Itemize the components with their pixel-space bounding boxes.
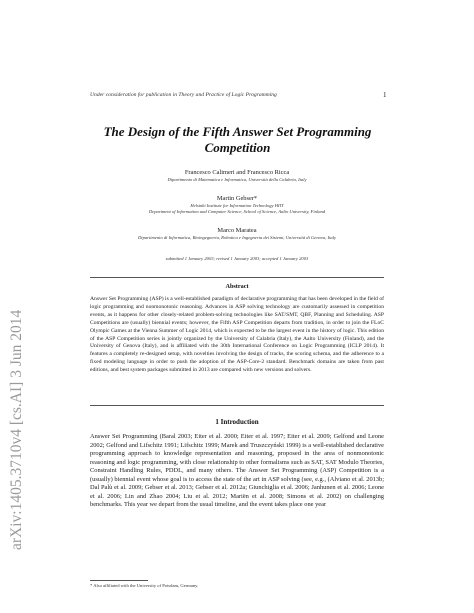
author-affiliation: Helsinki Institute for Information Technology HIIT	[190, 203, 284, 208]
arxiv-identifier	[4, 120, 28, 550]
paper-title	[85, 124, 390, 156]
author-name: Francesco Calimeri and Francesco Ricca	[184, 169, 290, 176]
title-line-1: The Design of the Fifth Answer Set Programming	[103, 124, 372, 139]
page-number: 1	[383, 91, 387, 99]
author-name: Martin Gebser*	[216, 195, 258, 202]
submission-dates: submitted 1 January 2003; revised 1 January 2003; accepted 1 January 2003	[165, 256, 309, 261]
abstract-heading: Abstract	[225, 283, 249, 290]
author-block-1	[70, 168, 404, 183]
arxiv-stamp-text: arXiv:1405.3710v4 [cs.AI] 3 Jun 2014	[8, 309, 25, 550]
author-affiliation: Dipartimento di Matematica e Informatica, Università della Calabria, Italy	[167, 177, 307, 182]
author-name: Marco Maratea	[217, 227, 257, 234]
abstract-top-rule	[90, 277, 384, 278]
author-affiliation: Department of Information and Computer Science, School of Science, Aalto University, Finland	[148, 209, 326, 215]
author-block-3	[70, 226, 404, 241]
footnote: * Also affiliated with the University of Potsdam, Germany.	[90, 583, 199, 588]
title-line-2: Competition	[204, 140, 271, 155]
author-block-2	[70, 194, 404, 215]
abstract-bottom-rule	[90, 405, 384, 406]
footnote-rule	[90, 580, 148, 581]
author-affiliation: Dipartimento di Informatica, Bioingegneria, Robotica e Ingegneria dei Sistemi, Università di Genova, Italy	[137, 235, 336, 240]
abstract-body: Answer Set Programming (ASP) is a well-established paradigm of declarative programming that has been developed in the field of logic programming and nonmonotonic reasoning. Advances in ASP solving technology are customarily assessed in competition events, as it happens for other closely-related problem-solving technologies like SAT/SMT, QBF, Planning and Scheduling. ASP Competitions are (usually) biennial events; however, the Fifth ASP Competition departs from tradition, in order to join the FLoC Olympic Games at the Vienna Summer of Logic 2014, which is expected to be the largest event in the history of logic. This edition of the ASP Competition series is jointly organized by the University of Calabria (Italy), the Aalto University (Finland), and the University of Genova (Italy), and is affiliated with the 30th International Conference on Logic Programming (ICLP 2014). It features a completely re-designed setup, with novelties involving the design of tracks, the scoring schema, and the adherence to a fixed modeling language in order to push the adoption of the ASP-Core-2 standard. Benchmark domains are taken from past editions, and best system packages submitted in 2013 are compared with new versions and solvers.	[90, 296, 384, 374]
section-heading-introduction: 1 Introduction	[215, 418, 259, 426]
introduction-body: Answer Set Programming (Baral 2003; Eiter et al. 2000; Eiter et al. 1997; Eiter et al. 2009; Gelfond and Leone 2002; Gelfond and Lifschitz 1991; Lifschitz 1999; Marek and Truszczyński 1999) is a well-established declarative programming approach to knowledge representation and reasoning, proposed in the area of nonmonotonic reasoning and logic programming, with close relationship to other formalisms such as SAT, SAT Modulo Theories, Constraint Handling Rules, PDDL, and many others. The Answer Set Programming (ASP) Competition is a (usually) biennial event whose goal is to access the state of the art in ASP solving (see, e.g., (Alviano et al. 2013b; Dal Palù et al. 2009; Gebser et al. 2013; Gebser et al. 2012a; Giunchiglia et al. 2006; Janhunen et al. 2006; Leone et al. 2006; Lin and Zhao 2004; Liu et al. 2012; Mariën et al. 2008; Simons et al. 2002) on challenging benchmarks. This year we depart from the usual timeline, and the event takes place one year	[90, 433, 384, 508]
running-header: Under consideration for publication in Theory and Practice of Logic Programming	[90, 92, 277, 98]
